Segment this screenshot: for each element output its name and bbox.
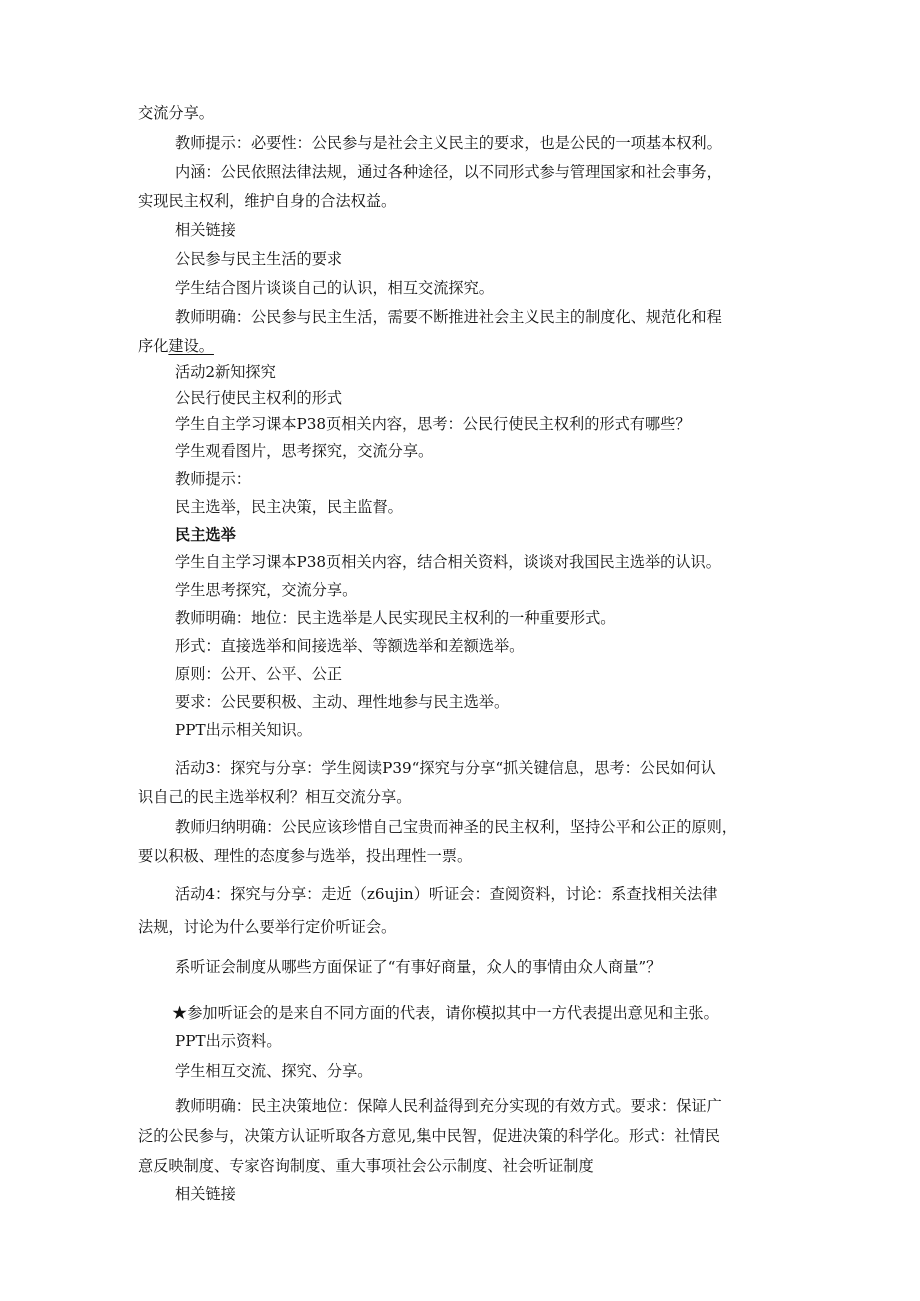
- section-heading: 相关链接: [175, 221, 236, 239]
- paragraph-line: PPT出示相关知识。: [175, 721, 312, 739]
- paragraph-line: 活动4：探究与分享：走近（z6ujin）听证会：查阅资料，讨论：系查找相关法律: [175, 885, 718, 903]
- underlined-text: 建设。: [168, 337, 214, 355]
- paragraph-line: 教师明确：地位：民主选举是人民实现民主权利的一种重要形式。: [175, 609, 616, 627]
- paragraph-line: 教师归纳明确：公民应该珍惜自己宝贵而神圣的民主权利，坚持公平和公正的原则，: [175, 818, 737, 836]
- paragraph-line: 实现民主权利，维护自身的合法权益。: [138, 192, 397, 210]
- paragraph-line: 学生相互交流、探究、分享。: [175, 1062, 373, 1080]
- paragraph-line: 教师提示：必要性：公民参与是社会主义民主的要求，也是公民的一项基本权利。: [175, 134, 722, 152]
- paragraph-line: 识自己的民主选举权利？相互交流分享。: [138, 788, 412, 806]
- paragraph-line: 要以积极、理性的态度参与选举，投出理性一票。: [138, 847, 473, 865]
- section-heading: 公民行使民主权利的形式: [175, 389, 343, 407]
- paragraph-line: 要求：公民要积极、主动、理性地参与民主选举。: [175, 693, 510, 711]
- section-heading: 公民参与民主生活的要求: [175, 250, 343, 268]
- paragraph-line: ★参加听证会的是来自不同方面的代表，请你模拟其中一方代表提出意见和主张。: [172, 1004, 719, 1022]
- paragraph-text: 序化: [138, 337, 169, 355]
- paragraph-line: 学生结合图片谈谈自己的认识，相互交流探究。: [175, 279, 494, 297]
- paragraph-line: 教师明确：民主决策地位：保障人民利益得到充分实现的有效方式。要求：保证广: [175, 1097, 722, 1115]
- paragraph-line: 内涵：公民依照法律法规，通过各种途径，以不同形式参与管理国家和社会事务，: [175, 163, 722, 181]
- section-heading-bold: 民主选举: [175, 526, 236, 544]
- paragraph-line: 意反映制度、专家咨询制度、重大事项社会公示制度、社会听证制度: [138, 1157, 594, 1175]
- paragraph-line: 学生思考探究，交流分享。: [175, 581, 358, 599]
- section-heading: 相关链接: [175, 1185, 236, 1203]
- paragraph-line: 学生自主学习课本P38页相关内容，结合相关资料，谈谈对我国民主选举的认识。: [175, 553, 721, 571]
- paragraph-line: 系听证会制度从哪些方面保证了“有事好商量，众人的事情由众人商量”？: [175, 958, 662, 976]
- paragraph-line: PPT出示资料。: [175, 1032, 282, 1050]
- section-heading: 活动2新知探究: [175, 363, 276, 381]
- paragraph-line: 形式：直接选举和间接选举、等额选举和差额选举。: [175, 637, 525, 655]
- paragraph-line: 原则：公开、公平、公正: [175, 665, 343, 683]
- paragraph-line: 法规，讨论为什么要举行定价听证会。: [138, 918, 397, 936]
- paragraph-line: 学生自主学习课本P38页相关内容，思考：公民行使民主权利的形式有哪些？: [175, 415, 691, 433]
- paragraph-line: 教师提示：: [175, 470, 251, 488]
- paragraph-line: 民主选举，民主决策，民主监督。: [175, 498, 403, 516]
- paragraph-line: 泛的公民参与，决策方认证听取各方意见,集中民智，促进决策的科学化。形式：社情民: [138, 1127, 720, 1145]
- paragraph-line: 交流分享。: [138, 104, 214, 122]
- paragraph-line: 教师明确：公民参与民主生活，需要不断推进社会主义民主的制度化、规范化和程: [175, 308, 722, 326]
- paragraph-line: [138, 336, 214, 356]
- paragraph-line: 活动3：探究与分享：学生阅读P39“探究与分享“抓关键信息，思考：公民如何认: [175, 759, 716, 777]
- paragraph-line: 学生观看图片，思考探究，交流分享。: [175, 442, 434, 460]
